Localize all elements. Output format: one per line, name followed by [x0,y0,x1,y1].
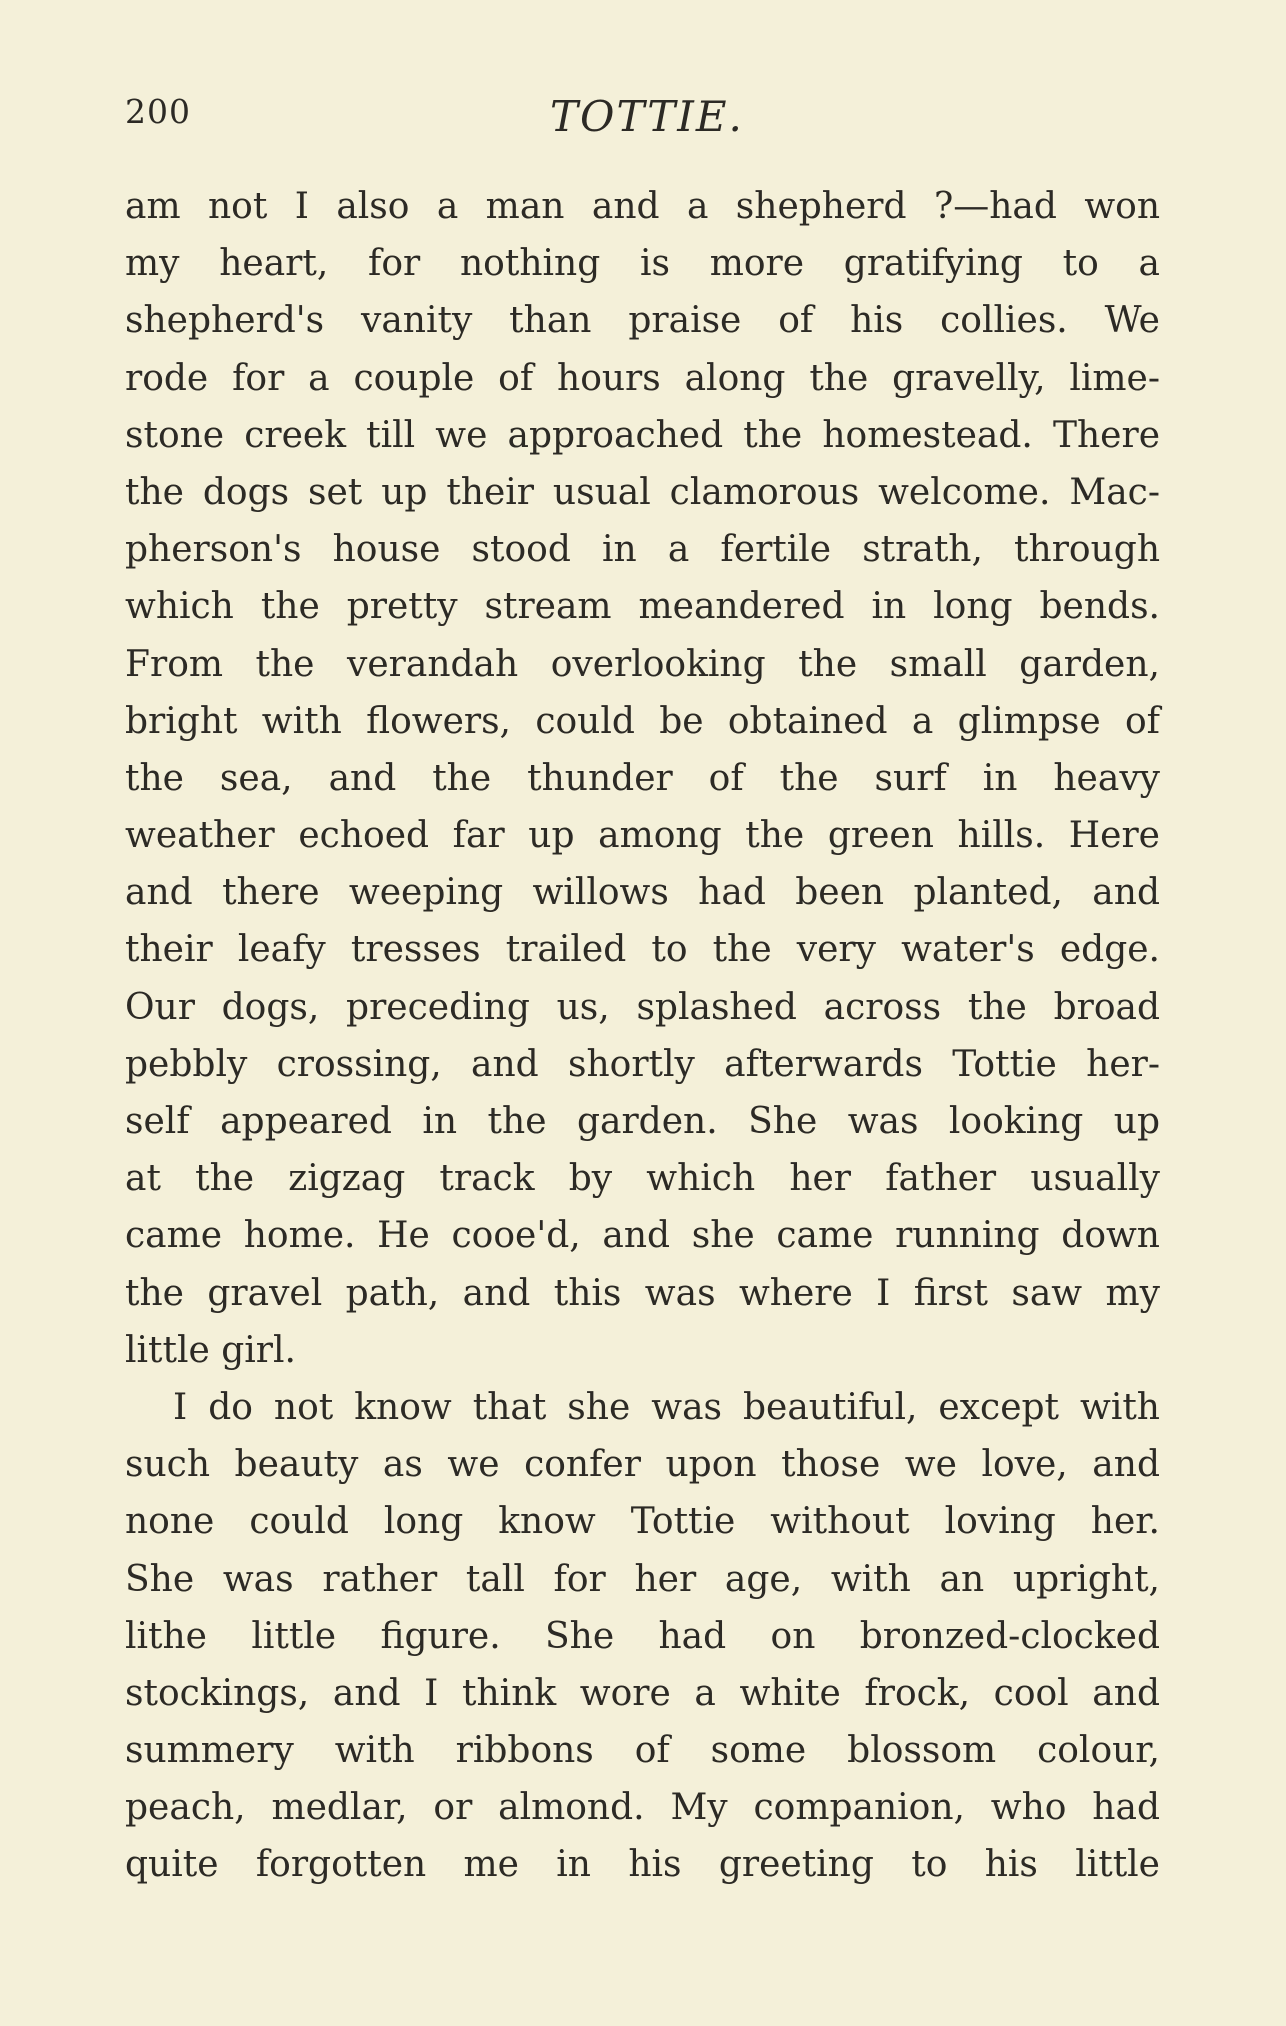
text-line: lithe little figure. She had on bronzed-clocked [125,1615,1160,1657]
text-line: shepherd's vanity than praise of his collies. We [125,300,1160,342]
text-line: the gravel path, and this was where I first saw my [125,1272,1160,1314]
page-number: 200 [125,92,191,131]
text-line: stone creek till we approached the homestead. There [125,414,1160,456]
text-line: my heart, for nothing is more gratifying to a [125,243,1160,285]
text-line: summery with ribbons of some blossom colour, [125,1730,1160,1772]
text-line: none could long know Tottie without loving her. [125,1501,1160,1543]
running-title: TOTTIE. [550,92,744,141]
text-line: which the pretty stream meandered in long bends. [125,586,1160,628]
text-line: am not I also a man and a shepherd ?—had won [125,186,1160,227]
text-line: the dogs set up their usual clamorous welcome. Mac- [125,471,1160,513]
text-line: came home. He cooe'd, and she came running down [125,1215,1160,1257]
text-line: bright with flowers, could be obtained a glimpse of [125,700,1160,742]
text-line: rode for a couple of hours along the gravelly, lime- [125,357,1160,399]
text-line: weather echoed far up among the green hills. Here [125,815,1160,857]
text-line: I do not know that she was beautiful, except with [173,1386,1160,1428]
text-line: Our dogs, preceding us, splashed across the broad [125,986,1160,1028]
text-line: their leafy tresses trailed to the very water's edge. [125,929,1160,971]
text-line: little girl. [125,1329,296,1371]
text-line: the sea, and the thunder of the surf in heavy [125,757,1160,799]
text-line: pherson's house stood in a fertile strath, through [125,529,1160,571]
text-line: pebbly crossing, and shortly afterwards Tottie her- [125,1043,1160,1085]
text-line: self appeared in the garden. She was looking up [125,1101,1160,1142]
text-line: From the verandah overlooking the small garden, [125,643,1160,685]
text-line: stockings, and I think wore a white frock, cool and [125,1672,1160,1714]
text-line: quite forgotten me in his greeting to his little [125,1844,1160,1886]
body-text [125,178,1160,1894]
text-line: at the zigzag track by which her father usually [125,1158,1160,1200]
text-line: peach, medlar, or almond. My companion, who had [125,1787,1160,1829]
text-line: and there weeping willows had been planted, and [125,872,1160,914]
running-head [125,92,1155,142]
text-line: such beauty as we confer upon those we love, and [125,1444,1160,1486]
text-line: She was rather tall for her age, with an upright, [125,1558,1160,1600]
